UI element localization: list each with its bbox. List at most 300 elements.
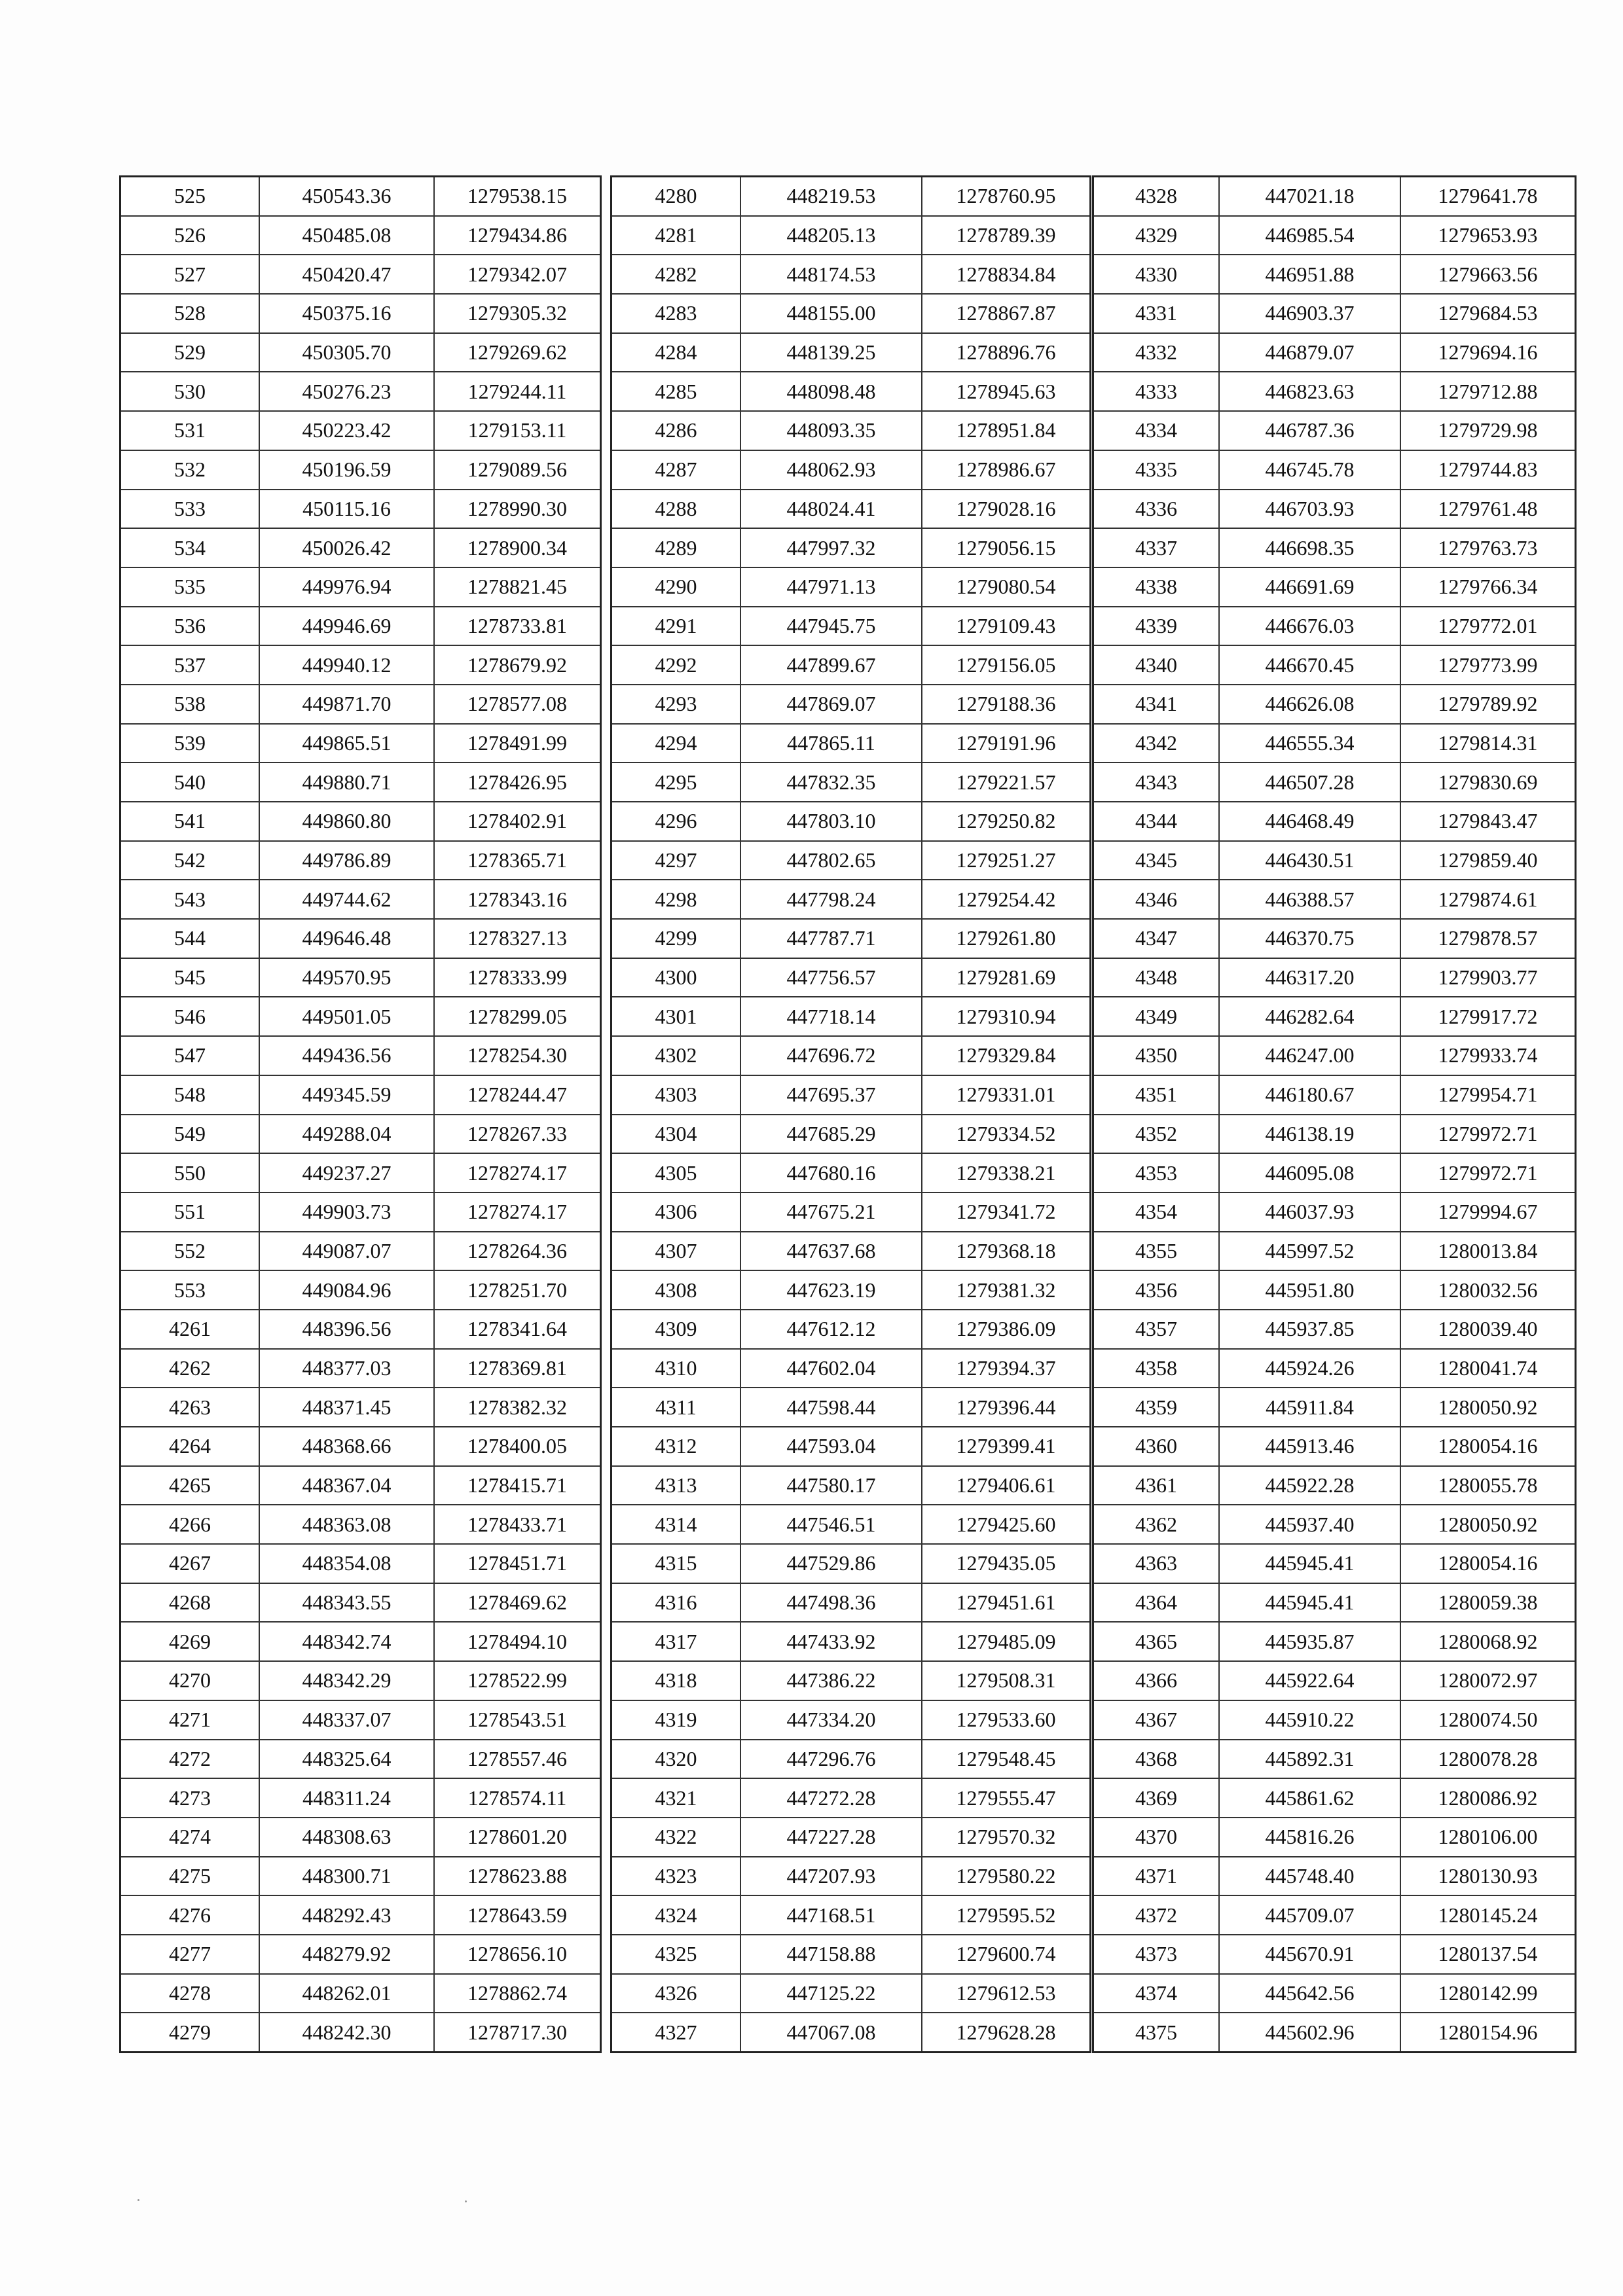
table-row bbox=[611, 1661, 1091, 1700]
x-coordinate-cell: 446823.63 bbox=[1219, 372, 1400, 411]
point-number-cell: 4275 bbox=[120, 1857, 260, 1896]
point-number-cell: 4369 bbox=[1093, 1778, 1220, 1818]
point-number-cell: 4305 bbox=[611, 1153, 741, 1193]
y-coordinate-cell: 1279972.71 bbox=[1400, 1115, 1576, 1154]
point-number-cell: 4289 bbox=[611, 528, 741, 567]
point-number-cell: 4278 bbox=[120, 1974, 260, 2013]
y-coordinate-cell: 1279874.61 bbox=[1400, 880, 1576, 919]
point-number-cell: 4374 bbox=[1093, 1974, 1220, 2013]
x-coordinate-cell: 449880.71 bbox=[259, 762, 434, 802]
table-row bbox=[1093, 645, 1576, 685]
x-coordinate-cell: 450543.36 bbox=[259, 177, 434, 216]
point-number-cell: 4276 bbox=[120, 1895, 260, 1935]
table-row bbox=[1093, 333, 1576, 372]
x-coordinate-cell: 450115.16 bbox=[259, 490, 434, 529]
table-row bbox=[1093, 1583, 1576, 1623]
y-coordinate-cell: 1280106.00 bbox=[1400, 1818, 1576, 1857]
y-coordinate-cell: 1279269.62 bbox=[434, 333, 601, 372]
table-row bbox=[1093, 1349, 1576, 1388]
x-coordinate-cell: 449501.05 bbox=[259, 997, 434, 1036]
table-row bbox=[120, 762, 601, 802]
point-number-cell: 4331 bbox=[1093, 294, 1220, 333]
point-number-cell: 4277 bbox=[120, 1935, 260, 1974]
table-row bbox=[611, 958, 1091, 997]
table-row bbox=[120, 255, 601, 294]
y-coordinate-cell: 1278341.64 bbox=[434, 1310, 601, 1349]
y-coordinate-cell: 1280013.84 bbox=[1400, 1232, 1576, 1271]
x-coordinate-cell: 445945.41 bbox=[1219, 1583, 1400, 1623]
point-number-cell: 4337 bbox=[1093, 528, 1220, 567]
y-coordinate-cell: 1279153.11 bbox=[434, 411, 601, 450]
y-coordinate-cell: 1279435.05 bbox=[922, 1544, 1091, 1583]
y-coordinate-cell: 1278574.11 bbox=[434, 1778, 601, 1818]
table-row bbox=[1093, 490, 1576, 529]
point-number-cell: 4339 bbox=[1093, 607, 1220, 646]
y-coordinate-cell: 1279653.93 bbox=[1400, 216, 1576, 255]
x-coordinate-cell: 447865.11 bbox=[740, 724, 922, 763]
y-coordinate-cell: 1278900.34 bbox=[434, 528, 601, 567]
table-row bbox=[611, 490, 1091, 529]
point-number-cell: 552 bbox=[120, 1232, 260, 1271]
y-coordinate-cell: 1279305.32 bbox=[434, 294, 601, 333]
y-coordinate-cell: 1278400.05 bbox=[434, 1427, 601, 1466]
table-row bbox=[120, 1778, 601, 1818]
x-coordinate-cell: 447612.12 bbox=[740, 1310, 922, 1349]
table-row bbox=[120, 1544, 601, 1583]
x-coordinate-cell: 449646.48 bbox=[259, 919, 434, 958]
x-coordinate-cell: 447685.29 bbox=[740, 1115, 922, 1154]
point-number-cell: 4325 bbox=[611, 1935, 741, 1974]
table-row bbox=[611, 1544, 1091, 1583]
point-number-cell: 4347 bbox=[1093, 919, 1220, 958]
table-row bbox=[1093, 685, 1576, 724]
x-coordinate-cell: 447695.37 bbox=[740, 1075, 922, 1115]
x-coordinate-cell: 450026.42 bbox=[259, 528, 434, 567]
x-coordinate-cell: 446676.03 bbox=[1219, 607, 1400, 646]
y-coordinate-cell: 1280041.74 bbox=[1400, 1349, 1576, 1388]
table-row bbox=[120, 1075, 601, 1115]
table-row bbox=[120, 1935, 601, 1974]
y-coordinate-cell: 1279342.07 bbox=[434, 255, 601, 294]
point-number-cell: 4351 bbox=[1093, 1075, 1220, 1115]
table-row bbox=[1093, 762, 1576, 802]
table-row bbox=[120, 1232, 601, 1271]
y-coordinate-cell: 1278382.32 bbox=[434, 1388, 601, 1427]
x-coordinate-cell: 448024.41 bbox=[740, 490, 922, 529]
point-number-cell: 4283 bbox=[611, 294, 741, 333]
x-coordinate-cell: 446247.00 bbox=[1219, 1036, 1400, 1075]
y-coordinate-cell: 1278760.95 bbox=[922, 177, 1091, 216]
table-row bbox=[611, 919, 1091, 958]
point-number-cell: 4291 bbox=[611, 607, 741, 646]
point-number-cell: 553 bbox=[120, 1270, 260, 1310]
point-number-cell: 4355 bbox=[1093, 1232, 1220, 1271]
y-coordinate-cell: 1278365.71 bbox=[434, 841, 601, 880]
table-row bbox=[611, 724, 1091, 763]
x-coordinate-cell: 448139.25 bbox=[740, 333, 922, 372]
point-number-cell: 535 bbox=[120, 567, 260, 607]
table-row bbox=[611, 1270, 1091, 1310]
y-coordinate-cell: 1278834.84 bbox=[922, 255, 1091, 294]
x-coordinate-cell: 447945.75 bbox=[740, 607, 922, 646]
point-number-cell: 4356 bbox=[1093, 1270, 1220, 1310]
x-coordinate-cell: 448308.63 bbox=[259, 1818, 434, 1857]
table-row bbox=[611, 1115, 1091, 1154]
point-number-cell: 4281 bbox=[611, 216, 741, 255]
x-coordinate-cell: 445924.26 bbox=[1219, 1349, 1400, 1388]
y-coordinate-cell: 1279580.22 bbox=[922, 1857, 1091, 1896]
table-row bbox=[120, 958, 601, 997]
y-coordinate-cell: 1279917.72 bbox=[1400, 997, 1576, 1036]
point-number-cell: 536 bbox=[120, 607, 260, 646]
table-row bbox=[120, 1505, 601, 1544]
x-coordinate-cell: 447602.04 bbox=[740, 1349, 922, 1388]
x-coordinate-cell: 447971.13 bbox=[740, 567, 922, 607]
table-row bbox=[611, 1583, 1091, 1623]
table-row bbox=[120, 216, 601, 255]
point-number-cell: 4340 bbox=[1093, 645, 1220, 685]
table-row bbox=[1093, 1778, 1576, 1818]
point-number-cell: 4310 bbox=[611, 1349, 741, 1388]
x-coordinate-cell: 446037.93 bbox=[1219, 1193, 1400, 1232]
point-number-cell: 4349 bbox=[1093, 997, 1220, 1036]
y-coordinate-cell: 1279694.16 bbox=[1400, 333, 1576, 372]
point-number-cell: 4294 bbox=[611, 724, 741, 763]
y-coordinate-cell: 1279766.34 bbox=[1400, 567, 1576, 607]
y-coordinate-cell: 1280055.78 bbox=[1400, 1466, 1576, 1505]
table-row bbox=[1093, 294, 1576, 333]
point-number-cell: 4327 bbox=[611, 2013, 741, 2052]
point-number-cell: 4301 bbox=[611, 997, 741, 1036]
point-number-cell: 540 bbox=[120, 762, 260, 802]
scan-speck bbox=[465, 2200, 467, 2202]
x-coordinate-cell: 445748.40 bbox=[1219, 1857, 1400, 1896]
y-coordinate-cell: 1279595.52 bbox=[922, 1895, 1091, 1935]
x-coordinate-cell: 447787.71 bbox=[740, 919, 922, 958]
table-row bbox=[1093, 411, 1576, 450]
x-coordinate-cell: 446388.57 bbox=[1219, 880, 1400, 919]
point-number-cell: 4316 bbox=[611, 1583, 741, 1623]
y-coordinate-cell: 1278267.33 bbox=[434, 1115, 601, 1154]
x-coordinate-cell: 445642.56 bbox=[1219, 1974, 1400, 2013]
table-row bbox=[611, 1857, 1091, 1896]
table-row bbox=[120, 685, 601, 724]
y-coordinate-cell: 1278327.13 bbox=[434, 919, 601, 958]
point-number-cell: 4266 bbox=[120, 1505, 260, 1544]
y-coordinate-cell: 1279156.05 bbox=[922, 645, 1091, 685]
y-coordinate-cell: 1279508.31 bbox=[922, 1661, 1091, 1700]
point-number-cell: 4297 bbox=[611, 841, 741, 880]
y-coordinate-cell: 1279789.92 bbox=[1400, 685, 1576, 724]
point-number-cell: 547 bbox=[120, 1036, 260, 1075]
x-coordinate-cell: 447158.88 bbox=[740, 1935, 922, 1974]
y-coordinate-cell: 1279089.56 bbox=[434, 450, 601, 490]
point-number-cell: 4373 bbox=[1093, 1935, 1220, 1974]
x-coordinate-cell: 446745.78 bbox=[1219, 450, 1400, 490]
table-row bbox=[120, 607, 601, 646]
x-coordinate-cell: 447798.24 bbox=[740, 880, 922, 919]
table-row bbox=[611, 1895, 1091, 1935]
table-row bbox=[1093, 919, 1576, 958]
table-row bbox=[1093, 1310, 1576, 1349]
table-row bbox=[611, 997, 1091, 1036]
x-coordinate-cell: 448367.04 bbox=[259, 1466, 434, 1505]
x-coordinate-cell: 447296.76 bbox=[740, 1740, 922, 1779]
point-number-cell: 527 bbox=[120, 255, 260, 294]
point-number-cell: 539 bbox=[120, 724, 260, 763]
x-coordinate-cell: 446555.34 bbox=[1219, 724, 1400, 763]
y-coordinate-cell: 1280032.56 bbox=[1400, 1270, 1576, 1310]
x-coordinate-cell: 447386.22 bbox=[740, 1661, 922, 1700]
table-row bbox=[611, 450, 1091, 490]
point-number-cell: 543 bbox=[120, 880, 260, 919]
table-row bbox=[1093, 1505, 1576, 1544]
x-coordinate-cell: 446430.51 bbox=[1219, 841, 1400, 880]
y-coordinate-cell: 1280072.97 bbox=[1400, 1661, 1576, 1700]
y-coordinate-cell: 1279814.31 bbox=[1400, 724, 1576, 763]
y-coordinate-cell: 1278945.63 bbox=[922, 372, 1091, 411]
point-number-cell: 4345 bbox=[1093, 841, 1220, 880]
point-number-cell: 4341 bbox=[1093, 685, 1220, 724]
point-number-cell: 4271 bbox=[120, 1700, 260, 1740]
coordinate-table-left bbox=[119, 175, 602, 2053]
y-coordinate-cell: 1279251.27 bbox=[922, 841, 1091, 880]
point-number-cell: 4335 bbox=[1093, 450, 1220, 490]
point-number-cell: 4372 bbox=[1093, 1895, 1220, 1935]
table-row bbox=[611, 880, 1091, 919]
point-number-cell: 4287 bbox=[611, 450, 741, 490]
point-number-cell: 4280 bbox=[611, 177, 741, 216]
x-coordinate-cell: 446698.35 bbox=[1219, 528, 1400, 567]
y-coordinate-cell: 1279903.77 bbox=[1400, 958, 1576, 997]
point-number-cell: 538 bbox=[120, 685, 260, 724]
table-row bbox=[1093, 1153, 1576, 1193]
point-number-cell: 4332 bbox=[1093, 333, 1220, 372]
y-coordinate-cell: 1279188.36 bbox=[922, 685, 1091, 724]
point-number-cell: 4320 bbox=[611, 1740, 741, 1779]
x-coordinate-cell: 447334.20 bbox=[740, 1700, 922, 1740]
table-row bbox=[611, 1075, 1091, 1115]
point-number-cell: 532 bbox=[120, 450, 260, 490]
y-coordinate-cell: 1278491.99 bbox=[434, 724, 601, 763]
point-number-cell: 4314 bbox=[611, 1505, 741, 1544]
x-coordinate-cell: 445892.31 bbox=[1219, 1740, 1400, 1779]
y-coordinate-cell: 1279310.94 bbox=[922, 997, 1091, 1036]
table-row bbox=[611, 2013, 1091, 2052]
x-coordinate-cell: 450375.16 bbox=[259, 294, 434, 333]
y-coordinate-cell: 1279612.53 bbox=[922, 1974, 1091, 2013]
y-coordinate-cell: 1278244.47 bbox=[434, 1075, 601, 1115]
y-coordinate-cell: 1278643.59 bbox=[434, 1895, 601, 1935]
table-row bbox=[1093, 997, 1576, 1036]
x-coordinate-cell: 448343.55 bbox=[259, 1583, 434, 1623]
table-row bbox=[120, 1115, 601, 1154]
x-coordinate-cell: 446951.88 bbox=[1219, 255, 1400, 294]
table-row bbox=[611, 1310, 1091, 1349]
y-coordinate-cell: 1280054.16 bbox=[1400, 1544, 1576, 1583]
table-row bbox=[611, 645, 1091, 685]
y-coordinate-cell: 1279451.61 bbox=[922, 1583, 1091, 1623]
x-coordinate-cell: 447207.93 bbox=[740, 1857, 922, 1896]
x-coordinate-cell: 450223.42 bbox=[259, 411, 434, 450]
table-row bbox=[611, 372, 1091, 411]
table-row bbox=[1093, 1661, 1576, 1700]
y-coordinate-cell: 1279878.57 bbox=[1400, 919, 1576, 958]
point-number-cell: 4329 bbox=[1093, 216, 1220, 255]
point-number-cell: 4366 bbox=[1093, 1661, 1220, 1700]
x-coordinate-cell: 449786.89 bbox=[259, 841, 434, 880]
point-number-cell: 531 bbox=[120, 411, 260, 450]
x-coordinate-cell: 447498.36 bbox=[740, 1583, 922, 1623]
table-row bbox=[120, 1661, 601, 1700]
x-coordinate-cell: 447696.72 bbox=[740, 1036, 922, 1075]
table-row bbox=[611, 255, 1091, 294]
y-coordinate-cell: 1278415.71 bbox=[434, 1466, 601, 1505]
y-coordinate-cell: 1279933.74 bbox=[1400, 1036, 1576, 1075]
y-coordinate-cell: 1279972.71 bbox=[1400, 1153, 1576, 1193]
x-coordinate-cell: 447593.04 bbox=[740, 1427, 922, 1466]
table-row bbox=[1093, 372, 1576, 411]
y-coordinate-cell: 1279109.43 bbox=[922, 607, 1091, 646]
point-number-cell: 4324 bbox=[611, 1895, 741, 1935]
x-coordinate-cell: 447680.16 bbox=[740, 1153, 922, 1193]
table-row bbox=[611, 1700, 1091, 1740]
table-row bbox=[611, 1622, 1091, 1661]
table-row bbox=[611, 1232, 1091, 1271]
table-row bbox=[120, 645, 601, 685]
point-number-cell: 4334 bbox=[1093, 411, 1220, 450]
point-number-cell: 4293 bbox=[611, 685, 741, 724]
x-coordinate-cell: 446370.75 bbox=[1219, 919, 1400, 958]
point-number-cell: 4362 bbox=[1093, 1505, 1220, 1544]
table-row bbox=[1093, 724, 1576, 763]
table-row bbox=[120, 1700, 601, 1740]
table-row bbox=[611, 607, 1091, 646]
x-coordinate-cell: 445922.64 bbox=[1219, 1661, 1400, 1700]
y-coordinate-cell: 1279772.01 bbox=[1400, 607, 1576, 646]
x-coordinate-cell: 448093.35 bbox=[740, 411, 922, 450]
table-row bbox=[120, 490, 601, 529]
x-coordinate-cell: 447272.28 bbox=[740, 1778, 922, 1818]
x-coordinate-cell: 449570.95 bbox=[259, 958, 434, 997]
point-number-cell: 4350 bbox=[1093, 1036, 1220, 1075]
table-row bbox=[1093, 450, 1576, 490]
point-number-cell: 4346 bbox=[1093, 880, 1220, 919]
point-number-cell: 4308 bbox=[611, 1270, 741, 1310]
y-coordinate-cell: 1279548.45 bbox=[922, 1740, 1091, 1779]
y-coordinate-cell: 1278333.99 bbox=[434, 958, 601, 997]
x-coordinate-cell: 447021.18 bbox=[1219, 177, 1400, 216]
x-coordinate-cell: 449860.80 bbox=[259, 802, 434, 841]
x-coordinate-cell: 445945.41 bbox=[1219, 1544, 1400, 1583]
table-row bbox=[120, 567, 601, 607]
y-coordinate-cell: 1280130.93 bbox=[1400, 1857, 1576, 1896]
table-row bbox=[120, 294, 601, 333]
y-coordinate-cell: 1279341.72 bbox=[922, 1193, 1091, 1232]
table-row bbox=[611, 294, 1091, 333]
table-row bbox=[120, 528, 601, 567]
table-row bbox=[611, 762, 1091, 802]
y-coordinate-cell: 1280142.99 bbox=[1400, 1974, 1576, 2013]
y-coordinate-cell: 1280054.16 bbox=[1400, 1427, 1576, 1466]
y-coordinate-cell: 1280068.92 bbox=[1400, 1622, 1576, 1661]
x-coordinate-cell: 448342.29 bbox=[259, 1661, 434, 1700]
x-coordinate-cell: 449237.27 bbox=[259, 1153, 434, 1193]
x-coordinate-cell: 448062.93 bbox=[740, 450, 922, 490]
table-row bbox=[120, 724, 601, 763]
table-row bbox=[611, 1818, 1091, 1857]
y-coordinate-cell: 1279368.18 bbox=[922, 1232, 1091, 1271]
table-row bbox=[1093, 1935, 1576, 1974]
y-coordinate-cell: 1278990.30 bbox=[434, 490, 601, 529]
table-row bbox=[611, 685, 1091, 724]
x-coordinate-cell: 446787.36 bbox=[1219, 411, 1400, 450]
y-coordinate-cell: 1278402.91 bbox=[434, 802, 601, 841]
coordinate-table-middle bbox=[610, 175, 1091, 2053]
point-number-cell: 4319 bbox=[611, 1700, 741, 1740]
x-coordinate-cell: 448396.56 bbox=[259, 1310, 434, 1349]
y-coordinate-cell: 1279763.73 bbox=[1400, 528, 1576, 567]
point-number-cell: 4312 bbox=[611, 1427, 741, 1466]
point-number-cell: 551 bbox=[120, 1193, 260, 1232]
point-number-cell: 4364 bbox=[1093, 1583, 1220, 1623]
point-number-cell: 4307 bbox=[611, 1232, 741, 1271]
y-coordinate-cell: 1278426.95 bbox=[434, 762, 601, 802]
point-number-cell: 4371 bbox=[1093, 1857, 1220, 1896]
point-number-cell: 4352 bbox=[1093, 1115, 1220, 1154]
x-coordinate-cell: 446180.67 bbox=[1219, 1075, 1400, 1115]
x-coordinate-cell: 447637.68 bbox=[740, 1232, 922, 1271]
x-coordinate-cell: 449871.70 bbox=[259, 685, 434, 724]
point-number-cell: 526 bbox=[120, 216, 260, 255]
point-number-cell: 4358 bbox=[1093, 1349, 1220, 1388]
y-coordinate-cell: 1280086.92 bbox=[1400, 1778, 1576, 1818]
point-number-cell: 4265 bbox=[120, 1466, 260, 1505]
point-number-cell: 4311 bbox=[611, 1388, 741, 1427]
point-number-cell: 534 bbox=[120, 528, 260, 567]
point-number-cell: 4262 bbox=[120, 1349, 260, 1388]
x-coordinate-cell: 445910.22 bbox=[1219, 1700, 1400, 1740]
x-coordinate-cell: 445861.62 bbox=[1219, 1778, 1400, 1818]
y-coordinate-cell: 1280078.28 bbox=[1400, 1740, 1576, 1779]
point-number-cell: 4273 bbox=[120, 1778, 260, 1818]
point-number-cell: 4326 bbox=[611, 1974, 741, 2013]
table-row bbox=[120, 841, 601, 880]
y-coordinate-cell: 1280050.92 bbox=[1400, 1505, 1576, 1544]
point-number-cell: 4284 bbox=[611, 333, 741, 372]
y-coordinate-cell: 1278274.17 bbox=[434, 1193, 601, 1232]
table-row bbox=[120, 1818, 601, 1857]
point-number-cell: 4263 bbox=[120, 1388, 260, 1427]
point-number-cell: 4285 bbox=[611, 372, 741, 411]
point-number-cell: 4296 bbox=[611, 802, 741, 841]
point-number-cell: 4288 bbox=[611, 490, 741, 529]
x-coordinate-cell: 445937.40 bbox=[1219, 1505, 1400, 1544]
x-coordinate-cell: 447168.51 bbox=[740, 1895, 922, 1935]
table-row bbox=[611, 1153, 1091, 1193]
table-row bbox=[120, 2013, 601, 2052]
y-coordinate-cell: 1280145.24 bbox=[1400, 1895, 1576, 1935]
x-coordinate-cell: 446879.07 bbox=[1219, 333, 1400, 372]
table-row bbox=[1093, 1075, 1576, 1115]
x-coordinate-cell: 445816.26 bbox=[1219, 1818, 1400, 1857]
table-row bbox=[1093, 2013, 1576, 2052]
y-coordinate-cell: 1278679.92 bbox=[434, 645, 601, 685]
x-coordinate-cell: 449903.73 bbox=[259, 1193, 434, 1232]
x-coordinate-cell: 446282.64 bbox=[1219, 997, 1400, 1036]
y-coordinate-cell: 1278601.20 bbox=[434, 1818, 601, 1857]
table-row bbox=[1093, 958, 1576, 997]
